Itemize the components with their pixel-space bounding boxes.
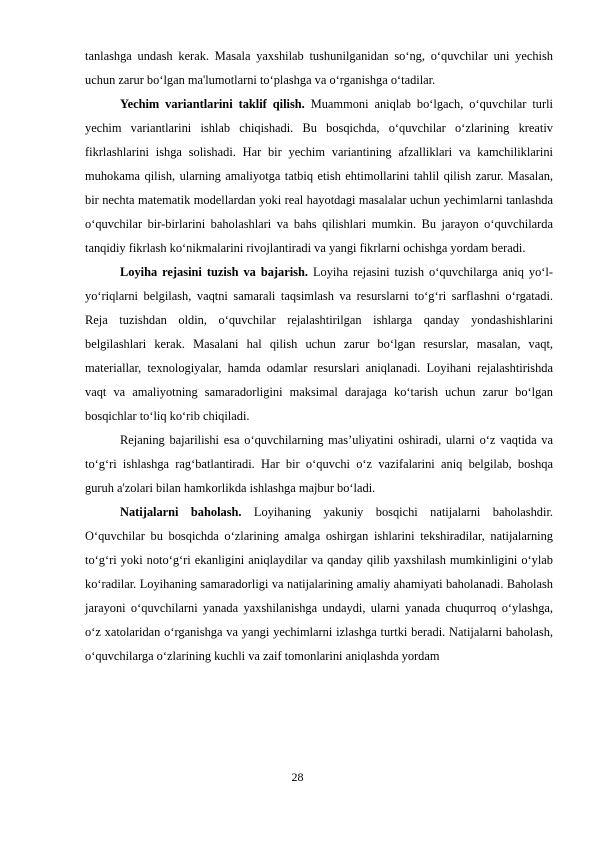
- section-heading-natijalarni-baholash: Natijalarni baholash.: [120, 505, 242, 519]
- paragraph-text: Loyihaning yakuniy bosqichi natijalarni baholashdir. O‘quvchilar bu bosqichda o‘zlarining amalga oshirgan ishlarini tekshiradilar, natijalarning to‘g‘ri yoki noto‘g‘ri ekanligini aniqlaydilar va qanday qilib yaxshilash mumkinligini o‘ylab ko‘radilar. Loyihaning samaradorligi va natijalarining amaliy ahamiyati baholanadi. Baholash jarayoni o‘quvchilarni yanada yaxshilanishga undaydi, ularni yanada chuqurroq o‘ylashga, o‘z xatolaridan o‘rganishga va yangi yechimlarni izlashga turtki beradi. Natijalarni baholash, o‘quvchilarga o‘zlarining kuchli va zaif tomonlarini aniqlashda yordam: [85, 505, 553, 663]
- paragraph-text: Loyiha rejasini tuzish o‘quvchilarga aniq yo‘l-yo‘riqlarni belgilash, vaqtni samarali taqsimlash va resurslarni to‘g‘ri sarflashni o‘rgatadi. Reja tuzishdan oldin, o‘quvchilar rejalashtirilgan ishlarga qanday yondashishlarini belgilashlari kerak. Masalani hal qilish uchun zarur bo‘lgan resurslar, masalan, vaqt, materiallar, texnologiyalar, hamda odamlar resurslari aniqlanadi. Loyihani rejalashtirishda vaqt va amaliyotning samaradorligini maksimal darajaga ko‘tarish uchun zarur bo‘lgan bosqichlar to‘liq ko‘rib chiqiladi.: [85, 265, 553, 423]
- paragraph-natijalarni-baholash: [85, 500, 553, 668]
- paragraph-text: Rejaning bajarilishi esa o‘quvchilarning mas’uliyatini oshiradi, ularni o‘z vaqtida va to‘g‘ri ishlashga rag‘batlantiradi. Har bir o‘quvchi o‘z vazifalarini aniq belgilab, boshqa guruh a'zolari bilan hamkorlikda ishlashga majbur bo‘ladi.: [85, 433, 553, 495]
- paragraph-continuation: [85, 44, 553, 92]
- page-number: 28: [291, 770, 304, 784]
- section-heading-loyiha-rejasi: Loyiha rejasini tuzish va bajarish.: [120, 265, 308, 279]
- page-body: [85, 44, 553, 668]
- section-heading-yechim-variantlari: Yechim variantlarini taklif qilish.: [120, 97, 305, 111]
- paragraph-text: tanlashga undash kerak. Masala yaxshilab tushunilganidan so‘ng, o‘quvchilar uni yechish uchun zarur bo‘lgan ma'lumotlarni to‘plashga va o‘rganishga o‘tadilar.: [85, 49, 553, 87]
- paragraph-rejaning-bajarilishi: [85, 428, 553, 500]
- paragraph-yechim-variantlari: [85, 92, 553, 260]
- paragraph-text: Muammoni aniqlab bo‘lgach, o‘quvchilar turli yechim variantlarini ishlab chiqishadi. Bu bosqichda, o‘quvchilar o‘zlarining kreativ fikrlashlarini ishga solishadi. Har bir yechim variantining afzalliklari va kamchiliklarini muhokama qilish, ularning amaliyotga tatbiq etish ehtimollarini tahlil qilish zarur. Masalan, bir nechta matematik modellardan yoki real hayotdagi masalalar uchun yechimlarni tanlashda o‘quvchilar bir-birlarini baholashlari va bahs qilishlari mumkin. Bu jarayon o‘quvchilarda tanqidiy fikrlash ko‘nikmalarini rivojlantiradi va yangi fikrlarni ochishga yordam beradi.: [85, 97, 553, 255]
- paragraph-loyiha-rejasi: [85, 260, 553, 428]
